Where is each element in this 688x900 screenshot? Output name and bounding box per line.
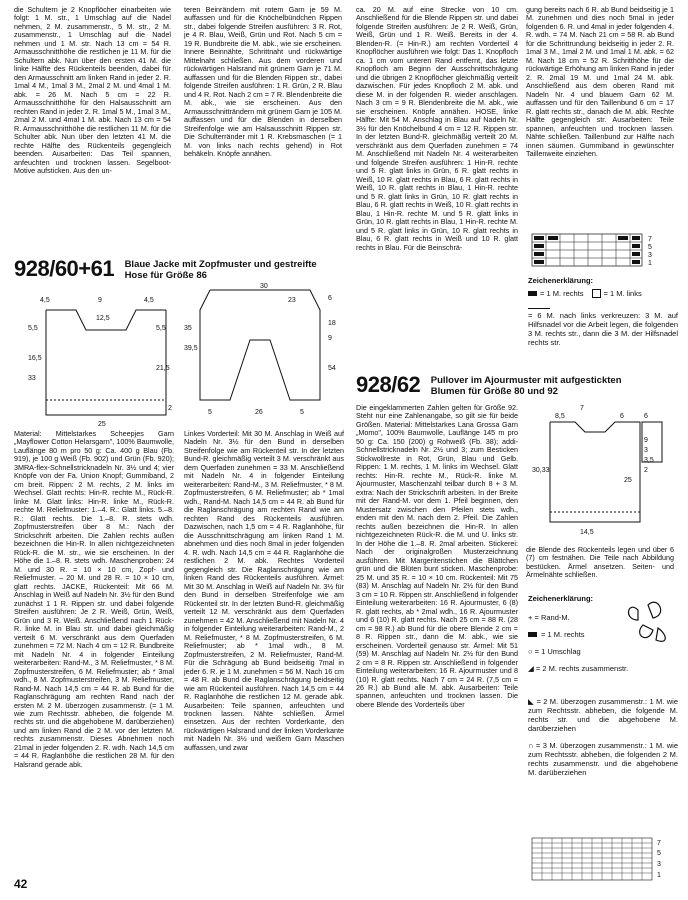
row-number: 3 xyxy=(657,861,661,868)
heading-code: 928/60+61 xyxy=(14,256,115,281)
legend-item-sk2p: ∩ = 3 M. überzogen zusammenstr.: 1 M. wie zum Rechtsstr. abheben, die folgenden 2 M. rechts zusammenstr. und die abgehobene M. darüberziehen xyxy=(528,741,678,777)
row-number: 1 xyxy=(648,260,652,267)
legend-item-ssk: ◣ = 2 M. überzogen zusammenstr.: 1 M. wie zum Rechtsstr. abheben, die folgende M. rechts str. und die abgehobene M. darüberziehen xyxy=(528,697,678,733)
arch-icon: ∩ xyxy=(528,741,534,750)
legend-item-edge: + = Rand-M. xyxy=(528,613,570,622)
row-number: 1 xyxy=(657,872,661,879)
legend-item-cable xyxy=(528,302,678,309)
dim-label: 4,5 xyxy=(144,297,154,304)
dim-label: 25 xyxy=(98,421,106,428)
dim-label: 5,5 xyxy=(156,325,166,332)
purl-symbol-icon xyxy=(592,289,601,298)
plus-icon: + xyxy=(528,613,533,622)
dim-label: 3 xyxy=(644,447,648,454)
dim-label: 54 xyxy=(328,365,336,372)
col4-top-text: gung bereits nach 6 R. ab Bund beidseitig je 1 M. zunehmen und dies noch 5mal in jeder folgenden 6. R. und 4mal in jeder folgenden 4. R. wdh. = 74 M. Nach 21 cm = 58 R. ab Bund für die Schrittrundung beidseitig in jeder 2. R. 1mal 3 M., 1mal 2 M. und 1mal 1 M. abk. = 62 M. Nach 18 cm = 52 R. Schritthöhe für die rückwärtige Erhöhung am linken Rand in jeder 2. R. 2mal 19 M. und 1mal 24 M. abk. Anschließend aus dem oberen Rand mit Nadeln Nr. 4 und blauem Garn 62 M. auffassen und für den Taillenbund 6 cm = 17 R. glatt rechts str., danach die M. abk. Rechte Hälfte gegengleich str. Ausarbeiten: Teile spannen, anfeuchten und trocknen lassen. Nähte schließen. Taillenbund zur Hälfte nach innen säumen. Gummiband in gewünschter Taillenweite einziehen. xyxy=(526,5,674,159)
dim-label: 6 xyxy=(620,413,624,420)
legend-item-k2tog: ◢ = 2 M. rechts zusammenstr. xyxy=(528,664,629,673)
col1-top-text: die Schultern je 2 Knopflöcher einarbeiten wie folgt: 1 M. str., 1 Umschlag auf die Nadel nehmen, 2 M. zusammenstr., 5 M. str., 2 M. zusammenstr., 1 Umschlag auf die Nadel nehmen und 1 M. str. Nach 13 cm = 54 R. Armausschnitthöhe die restlichen je 11 M. für die Schultern abk. Nun über den ersten 41 M. die linke Hälfte des Rückenteils beenden, dabei für den Armausschnitt am linken Rand in jeder 2. R. 1mal 4 M., 1mal 3 M., 2mal 2 M. und 4mal 1 M. abk. = 26 M. Nach 5 cm = 22 R. Armausschnitthöhe für den Halsausschnitt am rechten Rand in jeder 2. R. 1mal 5 M., 1mal 3 M., 2mal 2 M. und 4mal 1 M. abk. Nach 13 cm = 54 R. Armausschnitthöhe die restlichen 11 M. für die Schulter abk. Nun über den letzten 41 M. die rechte Hälfte des Rückenteils gegengleich beenden. Ausarbeiten: Das Teil spannen, anfeuchten und trocknen lassen. Segelboot-Motive aufsticken. Aus den un- xyxy=(14,5,171,176)
legend-item-purl: = 1 M. links xyxy=(592,289,642,298)
row-number: 5 xyxy=(648,244,652,251)
triangle-icon: ◢ xyxy=(528,664,534,673)
dim-label: 3,5 xyxy=(644,457,654,464)
dim-label: 12,5 xyxy=(96,315,110,322)
dim-label: 9 xyxy=(644,437,648,444)
dim-label: 5 xyxy=(300,409,304,416)
dim-label: 33 xyxy=(28,375,36,382)
heading-code: 928/62 xyxy=(356,372,421,397)
dim-label: 30,33 xyxy=(532,467,550,474)
legend-title: Zeichenerklärung: xyxy=(528,594,594,603)
legend-cable-text: = 6 M. nach links verkreuzen: 3 M. auf Hilfsnadel vor die Arbeit legen, die folgenden 3 M. rechts str., dann die 3 M. der Hilfsnadel rechts str. xyxy=(528,311,678,347)
dim-label: 2 xyxy=(644,467,648,474)
legend-item-knit: = 1 M. rechts xyxy=(528,289,584,298)
dim-label: 9 xyxy=(328,335,332,342)
row-number: 7 xyxy=(657,840,661,847)
heading-text: Blaue Jacke mit Zopfmuster und gestreifte Hose für Größe 86 xyxy=(124,259,317,281)
col1-bottom-text: Material: Mittelstarkes Scheepjes Garn „Mayflower Cotton Helarsgarn", 100% Baumwolle, Lauflänge 80 m pro 50 g: Ca. 400 g Blau (Fb. 919), je 100 g Weiß (Fb. 902) und Grün (Fb. 920); 3MRA-flex-Schnellstricknadeln Nr. 3½ und 4; vier Knöpfe von der Fa. Union Knopf; Gummiband, 2 cm breit. Rippen: 2 M. rechts, 2 M. links im Wechsel. Glatt rechts: Hin-R. rechte M., Rück-R. linke M. Glatt links: Hin-R. linke M., Rück-R. rechte M. Reliefmuster: 1.–4. R.: Glatt links. 5.–8. R.: Glatt rechts. Die 1.–8. R. stets wdh. Zopfmusterstreifen über 8 M.: Nach der Strickschrift arbeiten. Die Zahlen rechts außen bezeichnen die Hin-R. In allen nichtgezeichneten Rück-R. die M. str., wie sie erscheinen. In der Höhe die 1.–8. R. stets wdh. Maschenproben: 24 M. und 30 R. = 10 × 10 cm, Zopf- und Reliefmuster. – 20 M. und 28 R. = 10 × 10 cm, glatt rechts. JACKE, Rückenteil: Mit 66 M. Anschlag in Weiß auf Nadeln Nr. 3½ für den Bund zunächst 1 1 R. Rippen str. und dabei folgende Streifen ausführen: Je 2 R. Weiß, Grün, Weiß, Grün und 3 R. Weiß. Anschließend nach 1 Rück-R. linke M. in Blau str. und dabei gleichmäßig verteilt 6 M. verschränkt aus dem Querfaden zunehmen = 72 M. Nach 4 cm = 12 R. Bundbreite mit Nadeln Nr. 4 in folgender Einteilung weiterarbeiten: Rand-M., 3 M. Reliefmuster, * 8 M. Zopfmusterstreifen, 6 M. Reliefmuster; ab * 3mal wdh., 8 M. Zopfmusterstreifen, 3 M. Reliefmuster, Rand-M. Nach 14,5 cm = 44 R. ab Bund für die Raglanschrägung am rechten Rand nach der ersten M. 2 M. überzogen zusammenstr. (= 1 M. wie zum Rechtsstr. abheben, die folgende M. rechts str. und die abgehobene M. darüberziehen) und am linken Rand die 2 M. vor der letzten M. rechts zusammenstr. Dieses Abnehmen noch 21mal in jeder folgenden 2. R. wdh. Nach 14,5 cm = 44 R. Raglanhöhe die restlichen 28 M. für den Halsrand gerade abk. xyxy=(14,429,174,769)
knit-symbol-icon xyxy=(528,632,537,637)
dim-label: 5 xyxy=(208,409,212,416)
knit-symbol-icon xyxy=(528,291,537,296)
dim-label: 35 xyxy=(184,325,192,332)
col3-top-text: ca. 20 M. auf eine Strecke von 10 cm. Anschließend für die Blende Rippen str. und dabei folgende Streifen ausführen: Je 2 R. Weiß, Grün, Weiß, Grün und 1 R. Weiß. Bereits in der 4. Blenden-R. (= Hin-R.) am rechten Vorderteil 4 Knopflöcher ausführen wie folgt: Das 1. Knopfloch ca. 1 cm vom unteren Rand entfernt, das letzte Knopfloch am Beginn der Ausschnittschrägung und die übrigen 2 Knopflöcher gleichmäßig verteilt dazwischen. Für jedes Knopfloch 2 M. abk. und diese M. in der folgenden R. wieder anschlagen. Nach 3 cm = 9 R. Blendenbreite die M. abk., wie sie erscheinen. Knöpfe annähen. HOSE, linke Hälfte: Mit 54 M. Anschlag in Blau auf Nadeln Nr. 3½ für den Knöchelbund 4 cm = 12 R. Rippen str. In der letzten Bund-R. gleichmäßig verteilt 20 M. verschränkt aus dem Querfaden zunehmen = 74 M. Anschließend mit Nadeln Nr. 4 weiterarbeiten und folgende Streifen ausführen: 1 Hin-R. rechte und 5 R. glatt links in Grün, 6 R. glatt rechts in Weiß, 10 R. glatt rechts in Blau, 6 R. glatt rechts in Weiß, 10 R. glatt rechts in Blau, 1 Hin-R. rechte und 5 R. glatt links in Grün, 10 R. glatt rechts in Blau, 6 R. glatt rechts in Weiß, 10 R. glatt rechts in Blau, 1 Hin-R. rechte M. und 5 R. glatt links in Grün, 10 R. glatt rechts in Blau, 1 Hin-R. rechte M. und 5 R. glatt links in Grün, 10 R. glatt rechts in Blau, 6 R. glatt rechts in Weiß und 10 R. glatt rechts in Blau. Für die Beinschrä- xyxy=(356,5,518,252)
legend-item-knit: = 1 M. rechts xyxy=(528,630,678,639)
heading-text: Pullover im Ajourmuster mit aufgestickten Blumen für Größe 80 und 92 xyxy=(430,375,622,397)
dim-label: 9 xyxy=(98,297,102,304)
dim-label: 21,5 xyxy=(156,365,170,372)
row-number: 3 xyxy=(648,252,652,259)
sweater-schematic xyxy=(26,290,176,430)
legend-1 xyxy=(528,276,678,347)
page-number: 42 xyxy=(14,877,28,891)
triangle-left-icon: ◣ xyxy=(528,697,535,706)
dim-label: 7 xyxy=(580,405,584,412)
col2-top-text: teren Beinrändern mit rotem Garn je 59 M. auffassen und für die Knöchelbündchen Rippen str., dabei folgende Streifen ausführen: 3 R. Rot, je 4 R. Blau, Weiß, Grün und Rot. Nach 5 cm = 19 R. Bundbreite die M. abk., wie sie erscheinen. Innere Beinnähte, Schrittnaht und rückwärtige Mittelnaht schließen. Aus dem vorderen und rückwärtigen Halsrand mit grünem Garn je 71 M. auffassen und für die Blenden Rippen str., dabei folgende Streifen ausführen: 1 R. Grün, 2 R. Blau und 4 R. Rot. Nach 2 cm = 7 R. Blendenbreite die M. abk., wie sie erscheinen. Aus den Armausschnitträndern mit grünem Garn je 105 M. auffassen und für die Blenden in derselben Streifenfolge wie am Halsausschnitt Rippen str. Die Schulterränder mit 1 R. Krebsmaschen (= 1 M. von links nach rechts gehend) in Rot behäkeln. Knöpfe annähen. xyxy=(184,5,343,159)
col3-bottom-text: Die eingeklammerten Zahlen gelten für Größe 92. Steht nur eine Zahlenangabe, so gilt sie für beide Größen. Material: Mittelstarkes Lana Grossa Garn „Momo", 100% Baumwolle, Lauflänge 145 m pro 50 g: Ca. 150 (200) g Rohweiß (Fb. 38); addi-Schnellstricknadeln Nr. 2½ und 3; zum Besticken Stickwollreste in Rot, Grün, Blau und Gelb. Rippen: 1 M. rechts, 1 M. links im Wechsel. Glatt rechts: Hin-R. rechte M., Rück-R. linke M. Ajourmuster, Maschenzahl teilbar durch 8 + 3 M. extra: Nach der Strickschrift arbeiten. In der Breite mit der Rand-M. vor dem 1. Pfeil beginnen, den Mustersatz zwischen den Pfeilen stets wdh., enden mit den M. nach dem 2. Pfeil. Die Zahlen rechts außen bezeichnen die Hin-R. In allen nichtgezeichneten Rück-R. die M. und U. links str. In der Höhe die 1.–8. R. 2mal arbeiten. Stickerei: Nach der originalgroßen Musterzeichnung ausführen. Mit Margeritenstichen die Blättchen grün und die Blüten bunt sticken. Maschenprobe: 25 M. und 35 R. = 10 × 10 cm. Rückenteil: Mit 75 (83) M. Anschlag auf Nadeln Nr. 2½ für den Bund 3 cm = 10 R. Rippen str. Anschließend in folgender Einteilung weiterarbeiten: 16 R. Ajourmuster, 6 (8) R. glatt rechts, ab * 2mal wdh., 16 R. Ajourmuster und 6 (10) R. glatt rechts. Nach 25 cm = 88 R. (28 cm = 98 R.) ab Bund für die obere Blende 2 cm = 8 R. Rippen str., dann die M. abk., wie sie erscheinen. Vorderteil genauso str. Ärmel: Mit 51 (59) M. Anschlag auf Nadeln Nr. 2½ für den Bund 2 cm = 8 R. Rippen str. Anschließend in folgender Einteilung weiterarbeiten: 16 R. Ajourmuster und 8 (10) R. glatt rechts. Nach 7 cm = 24 R. (7,5 cm = 26 R.) ab Bund alle M. abk. Ausarbeiten: Teile spannen, anfeuchten und trocknen lassen. Die obere Blende des Vorderteils über xyxy=(356,403,519,709)
dim-label: 23 xyxy=(288,297,296,304)
dim-label: 39,5 xyxy=(184,345,198,352)
dim-label: 5,5 xyxy=(28,325,38,332)
cable-pattern-chart xyxy=(530,232,670,272)
circle-icon: ○ xyxy=(528,647,533,656)
dim-label: 4,5 xyxy=(40,297,50,304)
dim-label: 25 xyxy=(624,477,632,484)
heading-928-62 xyxy=(356,372,678,398)
dim-label: 18 xyxy=(328,320,336,327)
flower-embroidery-motif xyxy=(618,590,676,650)
legend-title: Zeichenerklärung: xyxy=(528,276,594,285)
dim-label: 16,5 xyxy=(28,355,42,362)
col4-bottom-text: die Blende des Rückenteils legen und über 6 (7) cm festnähen. Die Teile nach Abbildung bestücken. Ärmel ansetzen. Seiten- und Ärmelnähte schließen. xyxy=(526,545,674,580)
dim-label: 2 xyxy=(168,405,172,412)
ajour-pattern-chart xyxy=(530,836,675,886)
legend-item-yarnover: ○ = 1 Umschlag xyxy=(528,647,581,656)
row-number: 7 xyxy=(648,236,652,243)
heading-928-60-61 xyxy=(14,256,344,282)
dim-label: 30 xyxy=(260,283,268,290)
dim-label: 14,5 xyxy=(580,529,594,536)
pants-schematic xyxy=(180,280,340,430)
row-number: 5 xyxy=(657,850,661,857)
cable-symbol-icon xyxy=(528,304,550,309)
pullover-schematic xyxy=(530,402,670,542)
dim-label: 6 xyxy=(328,295,332,302)
dim-label: 6 xyxy=(644,413,648,420)
col2-bottom-text: Linkes Vorderteil: Mit 30 M. Anschlag in Weiß auf Nadeln Nr. 3½ für den Bund in derselben Streifenfolge wie am Rückenteil str. In der letzten Bund-R. gleichmäßig verteilt 3 M. verschränkt aus dem Querfaden zunehmen = 33 M. Anschließend mit Nadeln Nr. 4 in folgender Einteilung weiterarbeiten: Rand-M., 3 M. Reliefmuster, * 8 M. Zopfmusterstreifen, 6 M. Reliefmuster; ab * 1mal wdh., Rand-M. Nach 14,5 cm = 44 R. ab Bund für die Raglanschrägung am rechten Rand wie am rechten Rand des Rückenteils ausführen. Dazwischen, nach 1,5 cm = 4 R. Raglanhöhe, für die Ausschnittschrägung am linken Rand 1 M. abnehmen und dies noch 8mal in jeder folgenden 4. R. wdh. Nach 14,5 cm = 44 R. Raglanhöhe die restlichen 2 M. abk. Rechtes Vorderteil gegengleich str. Die Raglanschrägung wie am linken Rand des Rückenteils ausführen. Ärmel: Mit 30 M. Anschlag in Weiß auf Nadeln Nr. 3½ für den Bund in derselben Streifenfolge wie am Rückenteil str. In der letzten Bund-R. gleichmäßig verteilt 12 M. verschränkt aus dem Querfaden zunehmen = 42 M. Anschließend mit Nadeln Nr. 4 in folgender Einteilung weiterarbeiten: Rand-M., 2 M. Reliefmuster, * 8 M. Zopfmusterstreifen, 6 M. Reliefmuster; ab * 1mal wdh., 8 M. Zopfmusterstreifen, 2 M. Reliefmuster, Rand-M. Für die Schrägung ab Bund beidseitig 7mal in jeder 6. R. je 1 M. zunehmen = 56 M. Nach 16 cm = 48 R. ab Bund die Raglanschrägung beidseitig wie am Rückenteil ausführen. Nach 14,5 cm = 44 R. Raglanhöhe die restlichen 12 M. gerade abk. Ausarbeiten: Teile spannen, anfeuchten und trocknen lassen. Nähte schließen. Ärmel einsetzen. Aus der rechten Vorderkante, den rückwärtigen Halsrand und der linken Vorderkante mit Nadeln Nr. 3½ und weißem Garn Maschen auffassen, und zwar xyxy=(184,429,344,752)
dim-label: 26 xyxy=(255,409,263,416)
dim-label: 8,5 xyxy=(555,413,565,420)
